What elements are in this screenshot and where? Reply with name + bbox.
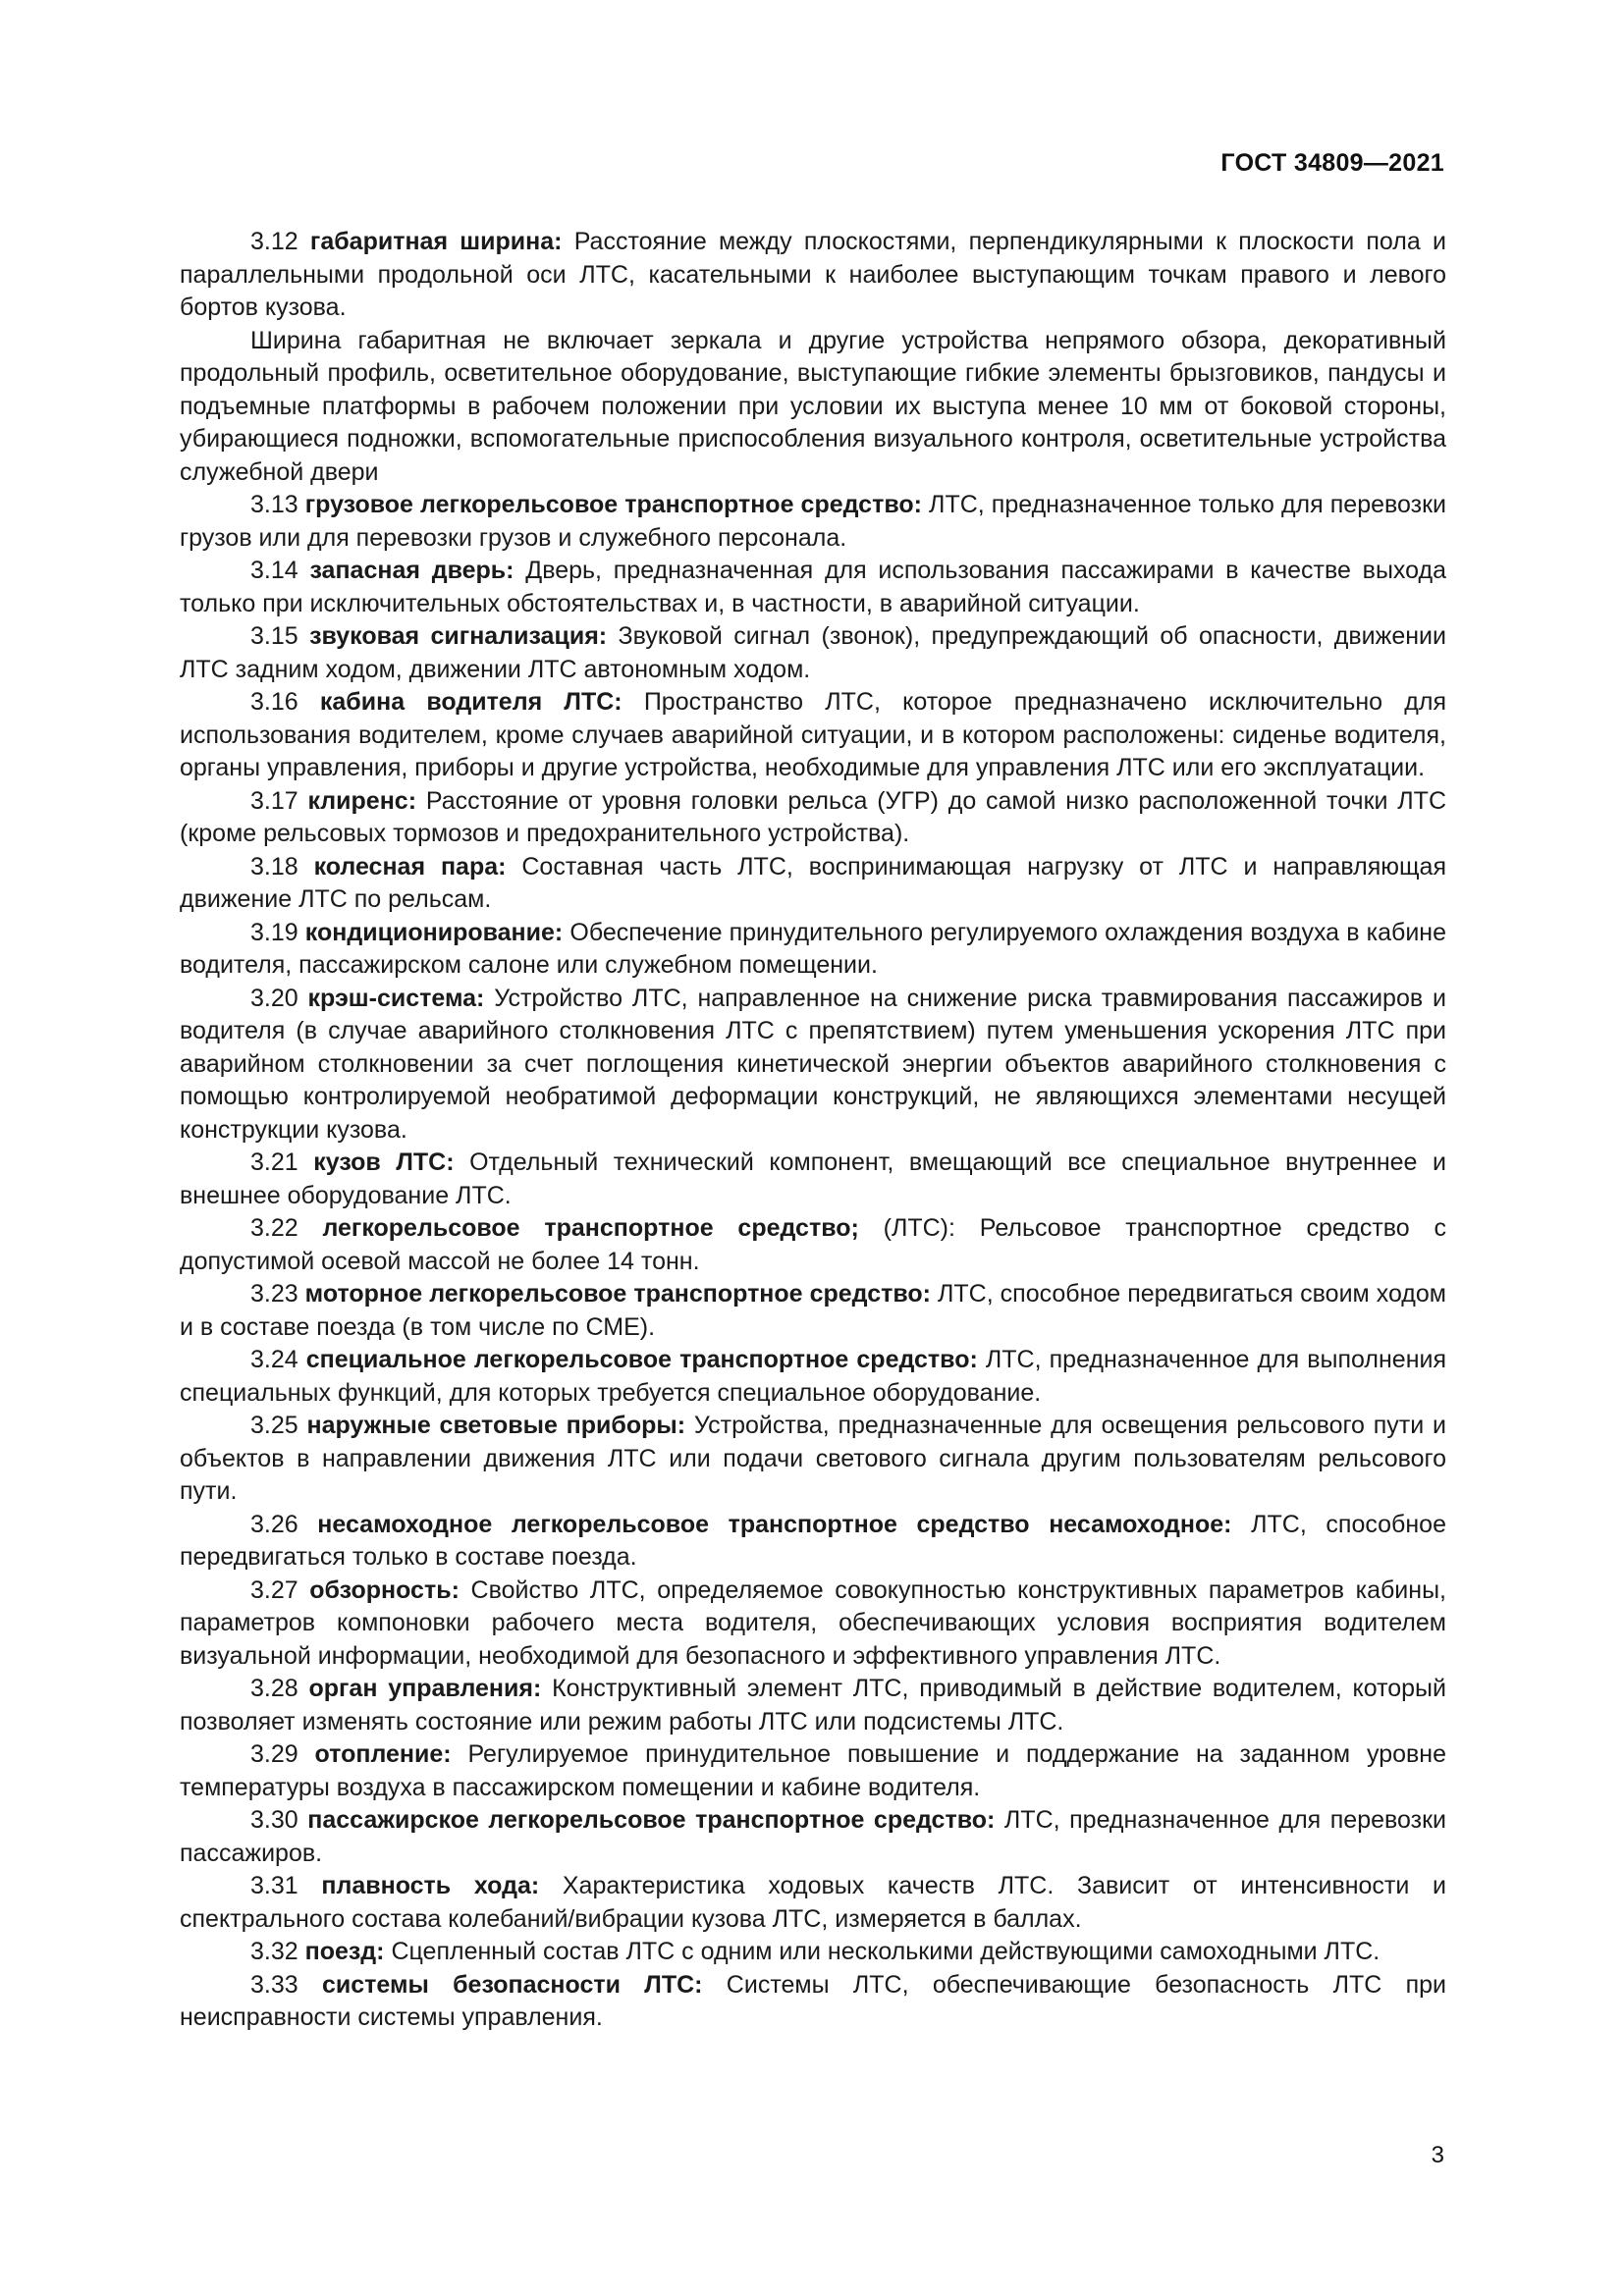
entry-term: запасная дверь:: [309, 557, 514, 584]
entry-text: Характеристика ходовых качеств ЛТС. Зависит от интенсивности и спектрального состава колебаний/вибрации кузова ЛТС, измеряется в баллах.: [180, 1872, 1447, 1933]
entry-term: обзорность:: [309, 1575, 460, 1604]
entry-term: колесная пара:: [313, 852, 507, 881]
entry-text: ЛТС, предназначенное только для перевозки грузов или для перевозки грузов и служебного персонала.: [180, 491, 1446, 552]
entry-3-25: [180, 1410, 1446, 1509]
entry-text: Устройства, предназначенные для освещения рельсового пути и объектов в направлении движения ЛТС или подачи светового сигнала другим пользователям рельсового пути.: [180, 1412, 1446, 1505]
terms-content: [180, 226, 1446, 2035]
entry-term: пассажирское легкорельсовое транспортное средство:: [307, 1806, 996, 1834]
entry-text: Системы ЛТС, обеспечивающие безопасность ЛТС при неисправности системы управления.: [180, 1970, 1447, 2031]
entry-number: 3.28: [250, 1675, 309, 1702]
entry-3-20: [180, 983, 1446, 1148]
entry-number: 3.21: [250, 1148, 314, 1176]
entry-number: 3.15: [250, 622, 310, 650]
entry-number: 3.27: [250, 1575, 310, 1604]
entry-text: Ширина габаритная не включает зеркала и другие устройства непрямого обзора, декоративный продольный профиль, осветительное оборудование, выступающие гибкие элементы брызговиков, пандусы и подъемные платформы в рабочем положении при условии их выступа менее 10 мм от боковой стороны, убирающиеся подножки, вспомогательные приспособления визуального контроля, осветительные устройства служебной двери: [180, 326, 1446, 486]
entry-term: кондиционирование:: [304, 918, 564, 946]
entry-number: 3.19: [250, 918, 305, 946]
entry-text: Расстояние между плоскостями, перпендикулярными к плоскости пола и параллельными продольной оси ЛТС, касательными к наиболее выступающим точкам правого и левого бортов кузова.: [180, 228, 1446, 321]
entry-term: крэш-система:: [307, 984, 485, 1012]
entry-text: Устройство ЛТС, направленное на снижение риска травмирования пассажиров и водителя (в случае аварийного столкновения ЛТС с препятствием) путем уменьшения ускорения ЛТС при аварийном столкновении за счет поглощения кинетической энергии объектов аварийного столкновения с помощью контролируемой необратимой деформации конструкций, не являющихся элементами несущей конструкции кузова.: [180, 984, 1446, 1144]
entry-3-22: [180, 1212, 1446, 1278]
entry-number: 3.32: [250, 1938, 305, 1965]
entry-number: 3.14: [250, 557, 310, 584]
entry-term: системы безопасности ЛТС:: [321, 1970, 703, 1999]
entry-text: Свойство ЛТС, определяемое совокупностью конструктивных параметров кабины, параметров компоновки рабочего места водителя, обеспечивающих условия восприятия водителем визуальной информации, необходимой для безопасного и эффективного управления ЛТС.: [180, 1575, 1446, 1670]
entry-text: Отдельный технический компонент, вмещающий все специальное внутреннее и внешнее оборудование ЛТС.: [180, 1148, 1446, 1209]
entry-3-23: [180, 1278, 1446, 1344]
entry-term: легкорельсовое транспортное средство;: [322, 1214, 859, 1242]
entry-3-24: [180, 1344, 1446, 1410]
entry-number: 3.17: [250, 786, 308, 815]
entry-number: 3.20: [250, 984, 308, 1012]
entry-3-18: [180, 851, 1446, 917]
entry-term: звуковая сигнализация:: [309, 622, 608, 650]
entry-text: ЛТС, предназначенное для перевозки пассажиров.: [180, 1806, 1446, 1867]
page-number: 3: [1431, 2142, 1444, 2168]
entry-3-21: [180, 1147, 1446, 1212]
entry-number: 3.13: [250, 491, 305, 518]
entry-3-33: [180, 1969, 1446, 2035]
entry-3-17: [180, 785, 1446, 851]
entry-text: Регулируемое принудительное повышение и поддержание на заданном уровне температуры воздуха в пассажирском помещении и кабине водителя.: [180, 1740, 1447, 1801]
entry-3-32: [180, 1936, 1446, 1969]
entry-number: 3.24: [250, 1346, 306, 1373]
entry-term: клиренс:: [307, 786, 417, 815]
entry-number: 3.25: [250, 1412, 307, 1439]
entry-number: 3.16: [250, 688, 320, 716]
entry-3-14: [180, 555, 1446, 620]
entry-text: Сцепленный состав ЛТС с одним или несколькими действующими самоходными ЛТС.: [384, 1938, 1380, 1965]
entry-3-29: [180, 1738, 1446, 1804]
entry-3-12-note: [180, 325, 1446, 490]
entry-term: отопление:: [314, 1740, 452, 1768]
entry-term: наружные световые приборы:: [306, 1412, 686, 1439]
entry-text: (ЛТС): Рельсовое транспортное средство с допустимой осевой массой не более 14 тонн.: [180, 1214, 1446, 1275]
entry-3-26: [180, 1509, 1446, 1575]
entry-term: кабина водителя ЛТС:: [319, 688, 623, 716]
entry-term: габаритная ширина:: [309, 228, 563, 255]
entry-term: несамоходное легкорельсовое транспортное средство несамоходное:: [317, 1510, 1232, 1538]
entry-term: моторное легкорельсовое транспортное средство:: [304, 1280, 931, 1308]
entry-term: грузовое легкорельсовое транспортное средство:: [304, 491, 922, 518]
entry-number: 3.18: [250, 852, 314, 881]
entry-term: специальное легкорельсовое транспортное средство:: [305, 1346, 978, 1373]
document-header: ГОСТ 34809—2021: [1220, 149, 1444, 177]
entry-term: плавность хода:: [321, 1872, 540, 1899]
entry-text: ЛТС, способное передвигаться своим ходом и в составе поезда (в том числе по СМЕ).: [180, 1280, 1446, 1341]
entry-text: Пространство ЛТС, которое предназначено исключительно для использования водителем, кроме случаев аварийной ситуации, и в котором расположены: сиденье водителя, органы управления, приборы и другие устройства, необходимые для управления ЛТС или его эксплуатации.: [180, 688, 1447, 781]
entry-3-19: [180, 917, 1446, 983]
entry-3-28: [180, 1673, 1446, 1738]
entry-term: орган управления:: [308, 1675, 542, 1702]
entry-number: 3.22: [250, 1214, 323, 1242]
entry-3-16: [180, 686, 1446, 785]
entry-text: Составная часть ЛТС, воспринимающая нагрузку от ЛТС и направляющая движение ЛТС по рельсам.: [180, 852, 1447, 913]
entry-number: 3.26: [250, 1510, 318, 1538]
entry-term: кузов ЛТС:: [313, 1148, 455, 1176]
entry-term: поезд:: [304, 1938, 385, 1965]
entry-text: Звуковой сигнал (звонок), предупреждающий об опасности, движении ЛТС задним ходом, движении ЛТС автономным ходом.: [180, 622, 1446, 683]
entry-text: ЛТС, предназначенное для выполнения специальных функций, для которых требуется специальное оборудование.: [180, 1346, 1447, 1407]
entry-number: 3.12: [250, 228, 310, 255]
entry-3-13: [180, 489, 1446, 555]
entry-3-27: [180, 1575, 1446, 1674]
entry-text: Дверь, предназначенная для использования пассажирами в качестве выхода только при исключительных обстоятельствах и, в частности, в аварийной ситуации.: [180, 557, 1447, 617]
entry-number: 3.29: [250, 1740, 315, 1768]
entry-3-12: [180, 226, 1446, 325]
entry-number: 3.23: [250, 1280, 305, 1308]
entry-3-31: [180, 1870, 1446, 1936]
entry-3-15: [180, 620, 1446, 686]
entry-3-30: [180, 1804, 1446, 1870]
entry-text: Конструктивный элемент ЛТС, приводимый в действие водителем, который позволяет изменять состояние или режим работы ЛТС или подсистемы ЛТС.: [180, 1675, 1446, 1735]
entry-text: Расстояние от уровня головки рельса (УГР) до самой низко расположенной точки ЛТС (кроме рельсовых тормозов и предохранительного устройства).: [180, 786, 1447, 847]
entry-number: 3.31: [250, 1872, 322, 1899]
entry-number: 3.33: [250, 1970, 322, 1999]
entry-text: Обеспечение принудительного регулируемого охлаждения воздуха в кабине водителя, пассажирском салоне или служебном помещении.: [180, 918, 1446, 979]
entry-number: 3.30: [250, 1806, 308, 1834]
entry-text: ЛТС, способное передвигаться только в составе поезда.: [180, 1510, 1446, 1571]
